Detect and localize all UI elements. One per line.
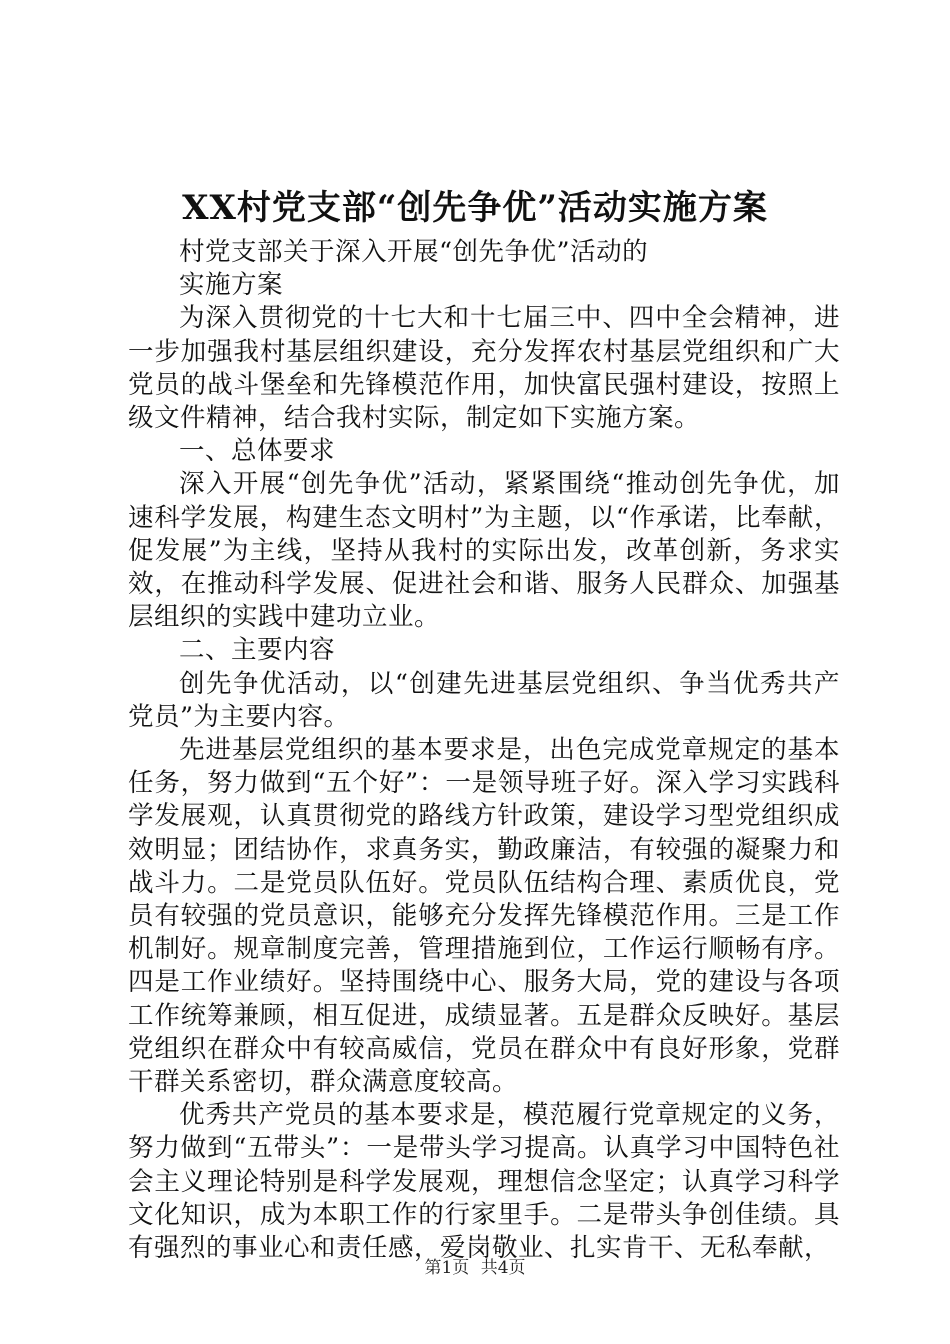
paragraph-subtitle-line2: 实施方案 [179, 270, 284, 301]
paragraph-general-requirements: 深入开展“创先争优”活动，紧紧围绕“推动创先争优，加速科学发展，构建生态文明村”为主题，以“作承诺，比奉献，促发展”为主线，坚持从我村的实际出发，改革创新，务求实效，在推动科学发展、促进社会和谐、服务人民群众、加强基层组织的实践中建功立业。 [128, 469, 840, 633]
paragraph-main-content: 创先争优活动，以“创建先进基层党组织、争当优秀共产党员”为主要内容。 [128, 668, 840, 732]
section-heading-general-requirements: 一、总体要求 [179, 436, 336, 467]
paragraph-advanced-organization: 先进基层党组织的基本要求是，出色完成党章规定的基本任务，努力做到“五个好”：一是领导班子好。深入学习实践科学发展观，认真贯彻党的路线方针政策，建设学习型党组织成效明显；团结协作，求真务实，勤政廉洁，有较强的凝聚力和战斗力。二是党员队伍好。党员队伍结构合理、素质优良，党员有较强的党员意识，能够充分发挥先锋模范作用。三是工作机制好。规章制度完善，管理措施到位，工作运行顺畅有序。四是工作业绩好。坚持围绕中心、服务大局，党的建设与各项工作统筹兼顾，相互促进，成绩显著。五是群众反映好。基层党组织在群众中有较高威信，党员在群众中有良好形象，党群干群关系密切，群众满意度较高。 [128, 735, 840, 1098]
document-title: XX村党支部“创先争优”活动实施方案 [182, 188, 768, 228]
paragraph-excellent-member: 优秀共产党员的基本要求是，模范履行党章规定的义务，努力做到“五带头”：一是带头学习提高。认真学习中国特色社会主义理论特别是科学发展观，理想信念坚定；认真学习科学文化知识，成为本职工作的行家里手。二是带头争创佳绩。具有强烈的事业心和责任感，爱岗敬业、扎实肯干、无私奉献， [128, 1100, 840, 1264]
document-body [128, 236, 840, 1265]
paragraph-intro: 为深入贯彻党的十七大和十七届三中、四中全会精神，进一步加强我村基层组织建设，充分发挥农村基层党组织和广大党员的战斗堡垒和先锋模范作用，加快富民强村建设，按照上级文件精神，结合我村实际，制定如下实施方案。 [128, 303, 840, 434]
page-footer [0, 1256, 950, 1280]
page-total: 共4页 [480, 1258, 526, 1278]
page-number: 第1页 [424, 1258, 470, 1278]
section-heading-main-content: 二、主要内容 [179, 635, 336, 666]
paragraph-subtitle-line1: 村党支部关于深入开展“创先争优”活动的 [179, 237, 649, 267]
